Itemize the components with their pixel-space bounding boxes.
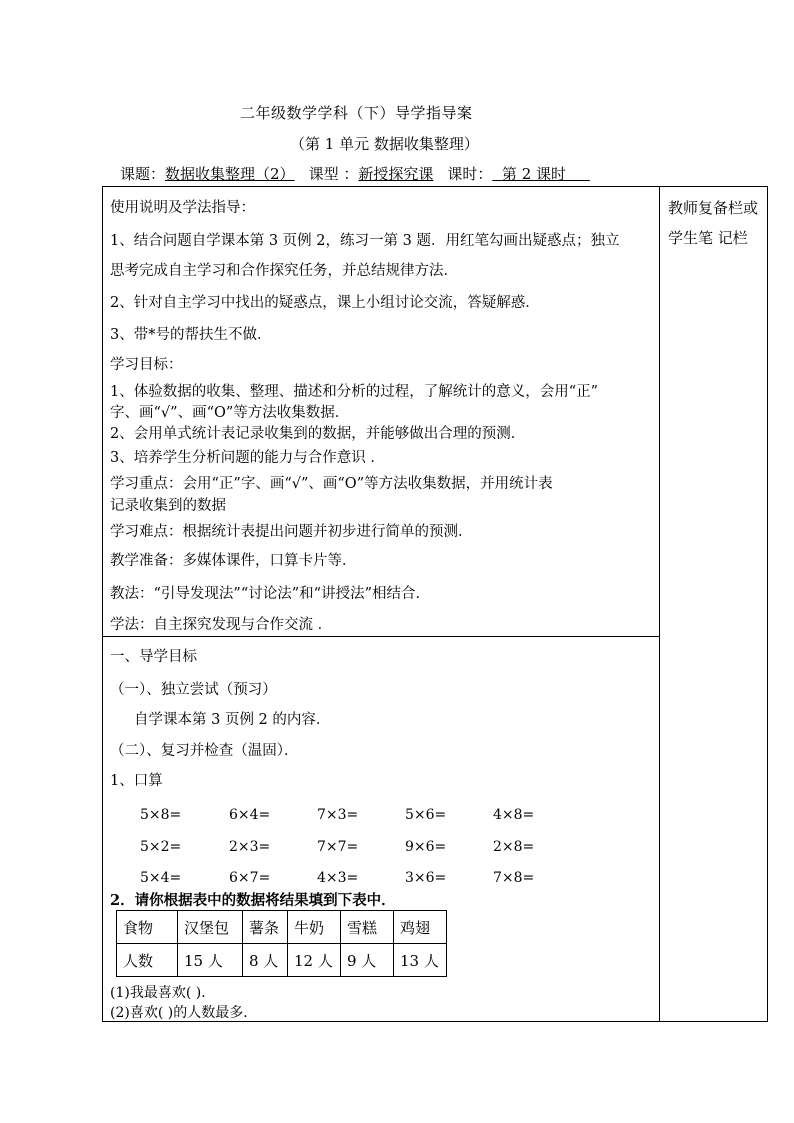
period-label: 课时： <box>447 165 493 183</box>
table-cell: 15 人 <box>178 944 243 977</box>
topic-label: 课题： <box>120 165 166 183</box>
teaching-method: 教法：“引导发现法”“讨论法”和“讲授法”相结合． <box>110 586 430 602</box>
frame-top <box>102 186 768 187</box>
table-cell: 8 人 <box>243 944 288 977</box>
instruction-item-1b: 思考完成自主学习和合作探究任务，并总结规律方法． <box>110 263 458 279</box>
question-1: 1、口算 <box>110 773 163 789</box>
instruction-item-1a: 1、结合问题自学课本第 3 页例 2，练习一第 3 题．用红笔勾画出疑惑点；独立 <box>110 233 620 249</box>
frame-right <box>767 186 768 1022</box>
goal-1b: 字、画“√”、画“O”等方法收集数据． <box>110 405 350 421</box>
table-cell: 人数 <box>117 944 178 977</box>
fill-question-2: (2)喜欢( )的人数最多． <box>110 1005 258 1021</box>
fill-question-1: (1)我最喜欢( )． <box>110 985 216 1001</box>
document-title: 二年级数学学科（下）导学指导案 <box>240 104 473 122</box>
arith-item: 2×3= <box>229 839 271 855</box>
instructions-heading: 使用说明及学法指导： <box>110 200 255 216</box>
table-cell: 食物 <box>117 911 178 944</box>
table-cell: 12 人 <box>288 944 341 977</box>
key-point-a: 学习重点：会用“正”字、画“√”、画“O”等方法收集数据，并用统计表 <box>110 476 553 492</box>
teaching-prep: 教学准备：多媒体课件，口算卡片等． <box>110 553 357 569</box>
goal-2: 2、会用单式统计表记录收集到的数据，并能够做出合理的预测． <box>110 426 526 442</box>
table-cell: 鸡翅 <box>394 911 447 944</box>
learning-method: 学法：自主探究发现与合作交流 ． <box>110 617 333 633</box>
part2-heading: （二）、复习并检查（温固）． <box>110 743 299 759</box>
instruction-item-3: 3、带*号的帮扶生不做． <box>110 327 272 343</box>
arith-item: 9×6= <box>405 839 447 855</box>
arith-item: 3×6= <box>405 870 447 886</box>
arith-item: 5×8= <box>140 807 182 823</box>
food-table <box>116 910 447 977</box>
table-cell: 牛奶 <box>288 911 341 944</box>
table-cell: 雪糕 <box>341 911 394 944</box>
arith-item: 7×7= <box>317 839 359 855</box>
goals-heading: 学习目标： <box>110 357 183 373</box>
difficulty-point: 学习难点：根据统计表提出问题并初步进行简单的预测． <box>110 524 473 540</box>
type-label: 课型 ： <box>308 165 359 183</box>
key-point-b: 记录收集到的数据 <box>110 498 226 514</box>
lesson-meta <box>120 163 590 184</box>
arith-item: 6×7= <box>229 870 271 886</box>
arith-item: 7×8= <box>493 870 535 886</box>
frame-middle <box>659 186 660 1022</box>
arith-item: 7×3= <box>317 807 359 823</box>
document-subtitle: （第 1 单元 数据收集整理） <box>290 135 479 153</box>
table-cell: 9 人 <box>341 944 394 977</box>
arith-item: 4×3= <box>317 870 359 886</box>
sidebar-notes-title: 教师复备栏或学生笔 记栏 <box>668 199 759 247</box>
arith-item: 6×4= <box>229 807 271 823</box>
topic-value: 数据收集整理（2） <box>165 165 295 183</box>
table-row <box>117 911 447 944</box>
part1-heading: （一）、独立尝试（预习） <box>110 682 277 698</box>
arith-item: 5×4= <box>140 870 182 886</box>
frame-left <box>102 186 103 1022</box>
part1-content: 自学课本第 3 页例 2 的内容． <box>134 712 331 728</box>
frame-divider <box>102 636 660 637</box>
instruction-item-2: 2、针对自主学习中找出的疑惑点，课上小组讨论交流，答疑解惑． <box>110 295 540 311</box>
table-cell: 汉堡包 <box>178 911 243 944</box>
arith-item: 5×2= <box>140 839 182 855</box>
arith-item: 5×6= <box>405 807 447 823</box>
period-value: 第 2 课时 <box>501 165 567 183</box>
goal-3: 3、培养学生分析问题的能力与合作意识 ． <box>110 450 385 466</box>
table-cell: 薯条 <box>243 911 288 944</box>
table-row <box>117 944 447 977</box>
arith-item: 4×8= <box>493 807 535 823</box>
goal-1a: 1、体验数据的收集、整理、描述和分析的过程，了解统计的意义，会用“正” <box>110 384 599 400</box>
arith-item: 2×8= <box>493 839 535 855</box>
question-2: 2．请你根据表中的数据将结果填到下表中． <box>110 892 396 909</box>
type-value: 新授探究课 <box>358 165 434 183</box>
section-heading: 一、导学目标 <box>110 649 197 665</box>
table-cell: 13 人 <box>394 944 447 977</box>
